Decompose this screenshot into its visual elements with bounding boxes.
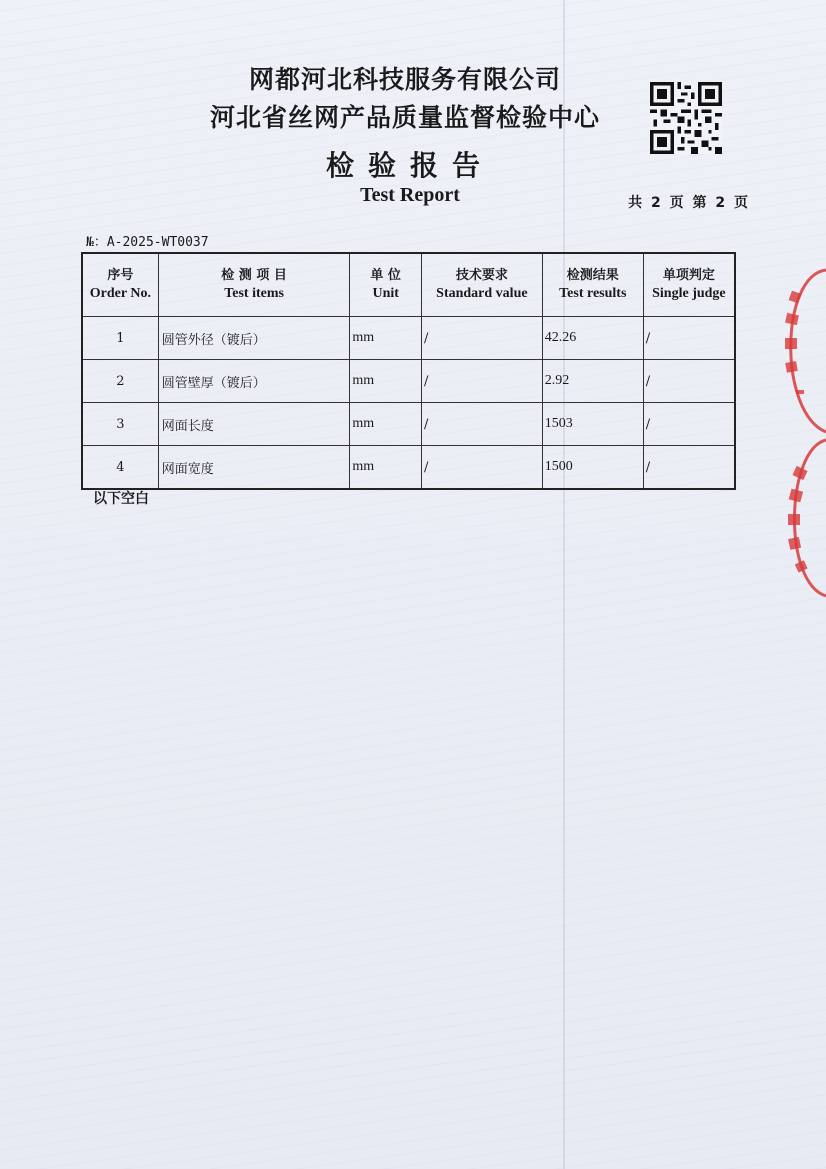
blank-below-note: 以下空白 (93, 491, 149, 507)
cell-standard: / (421, 360, 542, 403)
cell-test-item: 圆管外径（镀后） (158, 317, 350, 360)
report-title-en: Test Report (360, 184, 460, 206)
table-row (82, 317, 735, 360)
qr-code-icon (650, 82, 722, 154)
cell-result: 1500 (542, 446, 643, 490)
report-title-cn: 检验报告 (325, 149, 494, 182)
company-name: 网都河北科技服务有限公司 (248, 65, 561, 94)
inspection-center-name: 河北省丝网产品质量监督检验中心 (209, 103, 600, 132)
cell-order-no: 3 (82, 403, 158, 446)
report-number: №：A-2025-WT0037 (86, 235, 209, 250)
cell-order-no: 1 (82, 317, 158, 360)
cell-test-item: 圆管壁厚（镀后） (158, 360, 350, 403)
table-row (82, 446, 735, 490)
cell-judge: / (643, 446, 735, 490)
header-unit: 单 位 Unit (350, 253, 422, 317)
cell-result: 2.92 (542, 360, 643, 403)
table-header-row (82, 253, 735, 317)
cell-standard: / (421, 317, 542, 360)
cell-test-item: 网面宽度 (158, 446, 350, 490)
cell-order-no: 2 (82, 360, 158, 403)
page-info: 共 2 页 第 2 页 (628, 195, 750, 211)
header-order-no: 序号 Order No. (82, 253, 158, 317)
table-row (82, 403, 735, 446)
cell-unit: mm (350, 403, 422, 446)
cell-order-no: 4 (82, 446, 158, 490)
header-single-judge: 单项判定 Single judge (643, 253, 735, 317)
cell-unit: mm (350, 360, 422, 403)
table-row (82, 360, 735, 403)
cell-test-item: 网面长度 (158, 403, 350, 446)
cell-result: 1503 (542, 403, 643, 446)
header-test-results: 检测结果 Test results (542, 253, 643, 317)
cell-unit: mm (350, 317, 422, 360)
cell-judge: / (643, 403, 735, 446)
cell-judge: / (643, 317, 735, 360)
cell-standard: / (421, 403, 542, 446)
header-standard-value: 技术要求 Standard value (421, 253, 542, 317)
cell-judge: / (643, 360, 735, 403)
test-results-table (81, 252, 736, 490)
header-test-items: 检 测 项 目 Test items (158, 253, 350, 317)
cell-result: 42.26 (542, 317, 643, 360)
red-seal-stamp-icon (760, 262, 826, 602)
cell-standard: / (421, 446, 542, 490)
cell-unit: mm (350, 446, 422, 490)
